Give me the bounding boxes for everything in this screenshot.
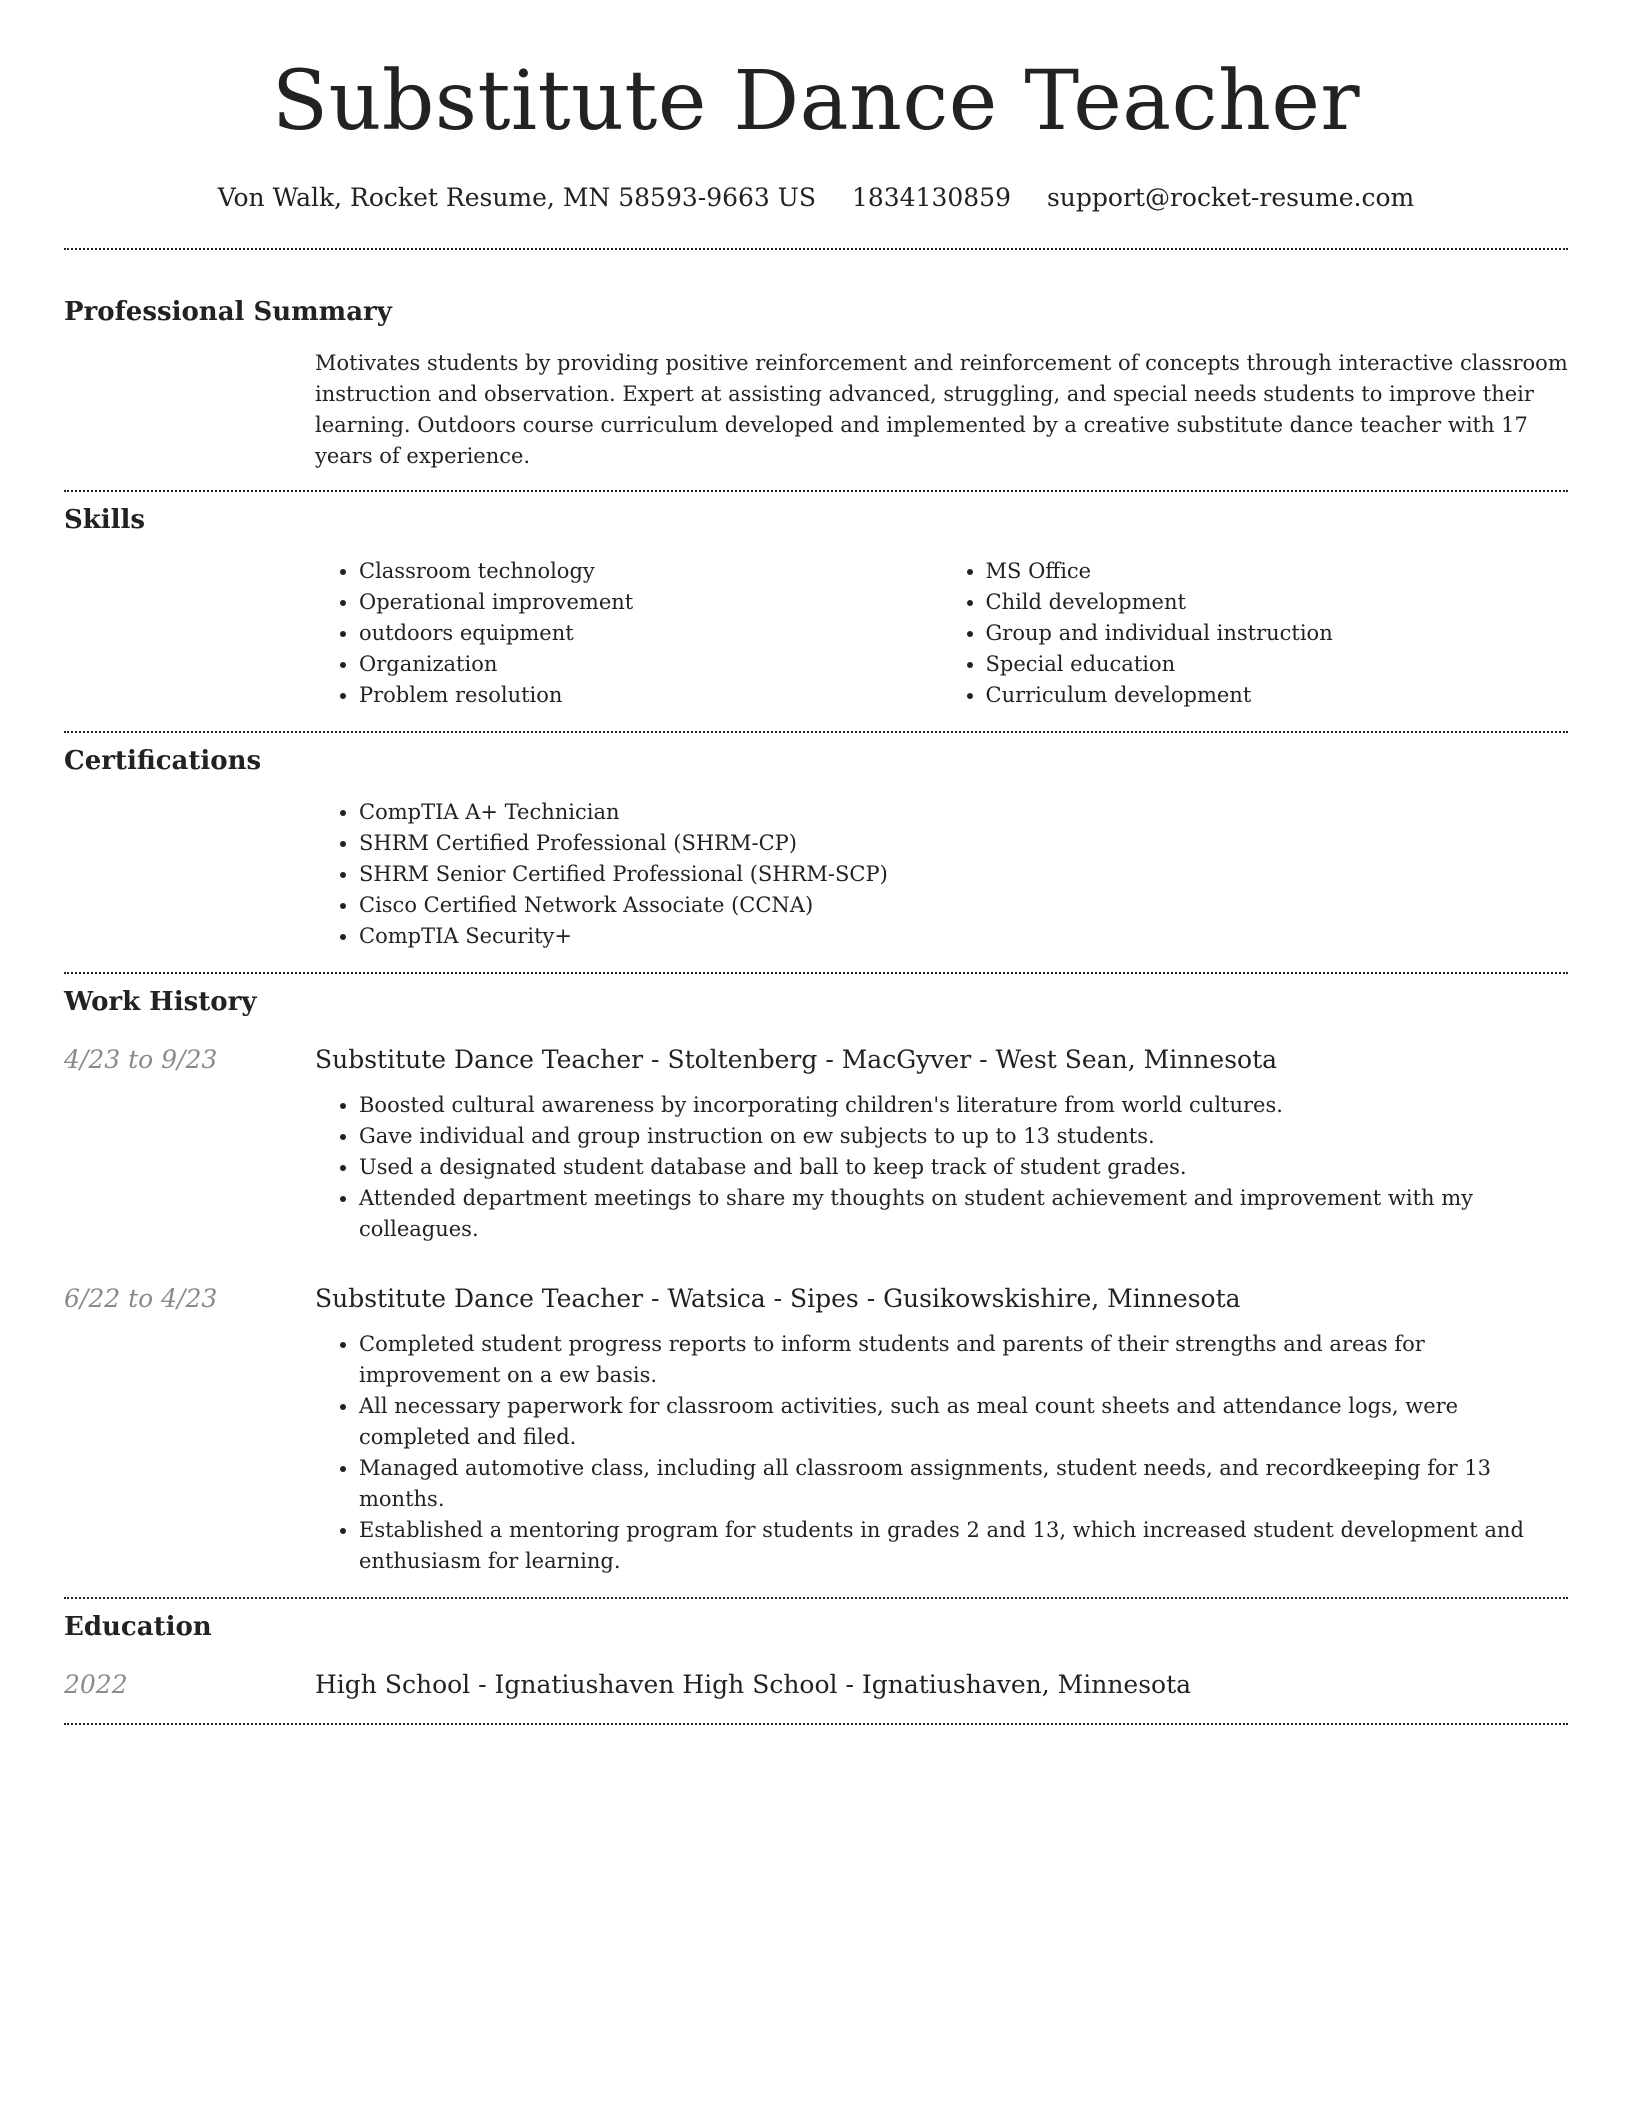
job-date: 6/22 to 4/23 bbox=[64, 1284, 218, 1313]
list-item: • Child development bbox=[986, 587, 1569, 618]
certifications-section bbox=[64, 733, 1568, 972]
list-item: • Organization bbox=[359, 649, 942, 680]
list-item: • Problem resolution bbox=[359, 680, 942, 711]
contact-email: support@rocket-resume.com bbox=[1046, 183, 1415, 212]
job-entry bbox=[64, 1281, 1568, 1577]
list-item: • Used a designated student database and ball to keep track of student grades. bbox=[359, 1152, 1568, 1183]
list-item: • All necessary paperwork for classroom activities, such as meal count sheets and attendance logs, were completed and filed. bbox=[359, 1391, 1568, 1453]
job-bullets bbox=[315, 1329, 1568, 1577]
list-item: • Managed automotive class, including all classroom assignments, student needs, and recordkeeping for 13 months. bbox=[359, 1453, 1568, 1515]
list-item: • Attended department meetings to share my thoughts on student achievement and improvement with my colleagues. bbox=[359, 1183, 1568, 1245]
summary-text: Motivates students by providing positive reinforcement and reinforcement of concepts through interactive classroom instruction and observation. Expert at assisting advanced, struggling, and special needs students to improve their learning. Outdoors course curriculum developed and implemented by a creative substitute dance teacher with 17 years of experience. bbox=[315, 351, 1568, 468]
summary-title: Professional Summary bbox=[64, 297, 392, 327]
education-heading: High School - Ignatiushaven High School - Ignatiushaven, Minnesota bbox=[315, 1670, 1192, 1699]
list-item: • Established a mentoring program for students in grades 2 and 13, which increased student development and enthusiasm for learning. bbox=[359, 1515, 1568, 1577]
education-section bbox=[64, 1599, 1568, 1723]
summary-section bbox=[64, 250, 1568, 490]
list-item: • Curriculum development bbox=[986, 680, 1569, 711]
list-item: • Special education bbox=[986, 649, 1569, 680]
list-item: • SHRM Certified Professional (SHRM-CP) bbox=[359, 828, 1568, 859]
work-section bbox=[64, 974, 1568, 1597]
job-date: 4/23 to 9/23 bbox=[64, 1045, 218, 1074]
list-item: • Gave individual and group instruction on ew subjects to up to 13 students. bbox=[359, 1121, 1568, 1152]
certifications-content bbox=[315, 797, 1568, 972]
skills-title: Skills bbox=[64, 505, 146, 535]
list-item: • CompTIA Security+ bbox=[359, 921, 1568, 952]
job-heading: Substitute Dance Teacher - Stoltenberg - MacGyver - West Sean, Minnesota bbox=[315, 1045, 1278, 1074]
contact-phone: 1834130859 bbox=[851, 183, 1011, 212]
skills-list-right bbox=[942, 556, 1569, 711]
work-title: Work History bbox=[64, 987, 257, 1017]
list-item: • Group and individual instruction bbox=[986, 618, 1569, 649]
job-bullets bbox=[315, 1090, 1568, 1245]
job-bullet-list bbox=[315, 1329, 1568, 1577]
list-item: • Cisco Certified Network Associate (CCNA) bbox=[359, 890, 1568, 921]
job-bullet-list bbox=[315, 1090, 1568, 1245]
job-entry bbox=[64, 1042, 1568, 1245]
list-item: • Completed student progress reports to inform students and parents of their strengths and areas for improvement on a ew basis. bbox=[359, 1329, 1568, 1391]
section-divider bbox=[64, 1723, 1568, 1725]
page-title: Substitute Dance Teacher bbox=[271, 54, 1361, 149]
certifications-list bbox=[315, 797, 1568, 952]
education-entry bbox=[64, 1667, 1568, 1723]
job-heading: Substitute Dance Teacher - Watsica - Sipes - Gusikowskishire, Minnesota bbox=[315, 1284, 1241, 1313]
list-item: • outdoors equipment bbox=[359, 618, 942, 649]
skills-list-left bbox=[315, 556, 942, 711]
list-item: • Classroom technology bbox=[359, 556, 942, 587]
contact-address: Von Walk, Rocket Resume, MN 58593-9663 US bbox=[217, 183, 816, 212]
list-item: • CompTIA A+ Technician bbox=[359, 797, 1568, 828]
education-title: Education bbox=[64, 1612, 212, 1642]
education-date: 2022 bbox=[64, 1670, 128, 1699]
skills-section bbox=[64, 492, 1568, 731]
list-item: • Boosted cultural awareness by incorporating children's literature from world cultures. bbox=[359, 1090, 1568, 1121]
contact-line bbox=[64, 180, 1568, 216]
list-item: • MS Office bbox=[986, 556, 1569, 587]
list-item: • Operational improvement bbox=[359, 587, 942, 618]
certifications-title: Certifications bbox=[64, 746, 262, 776]
list-item: • SHRM Senior Certified Professional (SHRM-SCP) bbox=[359, 859, 1568, 890]
skills-grid bbox=[315, 556, 1568, 731]
